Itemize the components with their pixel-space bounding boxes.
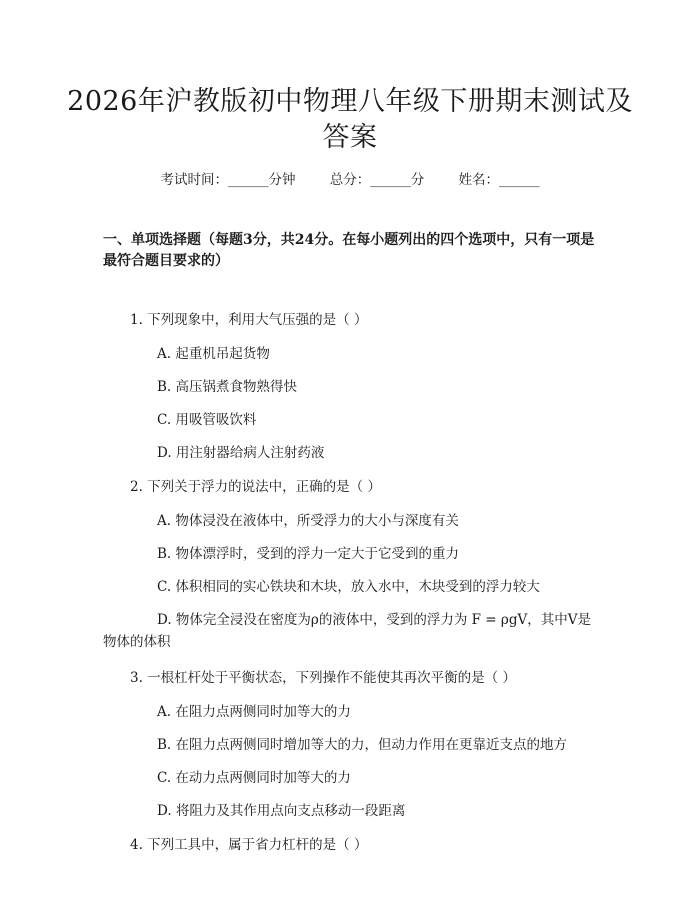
question-2-stem: 2. 下列关于浮力的说法中，正确的是（ ） xyxy=(130,479,381,495)
section-heading: 一、单项选择题（每题3分，共24分。在每小题列出的四个选项中，只有一项是最符合题目要求的） xyxy=(103,232,595,269)
question-3-option-b: B. 在阻力点两侧同时增加等大的力，但动力作用在更靠近支点的地方 xyxy=(157,737,568,753)
question-2-option-d: D. 物体完全浸没在密度为ρ的液体中，受到的浮力为 F = ρgV，其中V是物体的体积 xyxy=(103,612,591,650)
question-3-option-d: D. 将阻力及其作用点向支点移动一段距离 xyxy=(157,803,406,819)
question-2-option-c: C. 体积相同的实心铁块和木块，放入水中，木块受到的浮力较大 xyxy=(157,579,540,595)
question-2-option-b: B. 物体漂浮时，受到的浮力一定大于它受到的重力 xyxy=(157,546,460,562)
total-score-field: 总分：______分 xyxy=(329,172,425,188)
document-title: 2026年沪教版初中物理八年级下册期末测试及答案 xyxy=(67,86,633,153)
question-1-option-a: A. 起重机吊起货物 xyxy=(157,346,270,362)
question-3-option-a: A. 在阻力点两侧同时加等大的力 xyxy=(157,704,351,720)
question-3-stem: 3. 一根杠杆处于平衡状态，下列操作不能使其再次平衡的是（ ） xyxy=(130,670,516,686)
question-1-option-d: D. 用注射器给病人注射药液 xyxy=(157,445,325,461)
exam-meta-line xyxy=(0,168,700,188)
question-2-option-a: A. 物体浸没在液体中，所受浮力的大小与深度有关 xyxy=(157,513,459,529)
question-1-stem: 1. 下列现象中，利用大气压强的是（ ） xyxy=(130,312,368,328)
question-4-stem: 4. 下列工具中，属于省力杠杆的是（ ） xyxy=(130,837,368,853)
question-3-option-c: C. 在动力点两侧同时加等大的力 xyxy=(157,770,351,786)
exam-time-field: 考试时间：______分钟 xyxy=(160,172,296,188)
student-name-field: 姓名：______ xyxy=(458,172,540,188)
question-1-option-b: B. 高压锅煮食物熟得快 xyxy=(157,379,298,395)
question-1-option-c: C. 用吸管吸饮料 xyxy=(157,412,257,428)
